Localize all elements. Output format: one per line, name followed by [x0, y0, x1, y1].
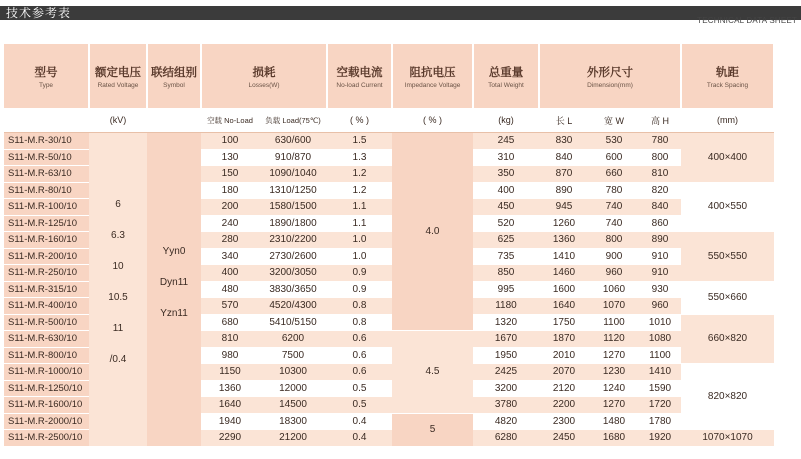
voltage-value: 6.3 [111, 230, 125, 242]
weight-cell: 3780 [473, 397, 539, 414]
width-cell: 1240 [589, 380, 639, 397]
noload-loss-cell: 280 [201, 232, 259, 249]
model-cell: S11-M.R-630/10 [4, 331, 89, 348]
col-track: 轨距 Track Spacing [681, 44, 774, 108]
col-losses: 损耗 Losses(W) [201, 44, 327, 108]
current-cell: 0.6 [327, 331, 392, 348]
current-cell: 1.0 [327, 248, 392, 265]
length-cell: 1360 [539, 232, 589, 249]
model-cell: S11-M.R-50/10 [4, 149, 89, 166]
impedance-cell: 4.0 [392, 133, 473, 331]
col-noload-current: 空载电流 No-load Current [327, 44, 392, 108]
load-loss-cell: 21200 [259, 430, 327, 447]
load-loss-cell: 1890/1800 [259, 215, 327, 232]
model-cell: S11-M.R-200/10 [4, 248, 89, 265]
track-cell: 550×550 [681, 232, 774, 282]
length-cell: 2070 [539, 364, 589, 381]
length-cell: 1750 [539, 314, 589, 331]
col-dimension: 外形尺寸 Dimension(mm) [539, 44, 681, 108]
load-loss-cell: 1310/1250 [259, 182, 327, 199]
current-cell: 0.5 [327, 380, 392, 397]
model-cell: S11-M.R-1000/10 [4, 364, 89, 381]
load-loss-cell: 18300 [259, 413, 327, 430]
length-cell: 1640 [539, 298, 589, 315]
width-cell: 1100 [589, 314, 639, 331]
model-cell: S11-M.R-1600/10 [4, 397, 89, 414]
unit-weight: (kg) [473, 108, 539, 133]
unit-height: 高 H [639, 108, 681, 133]
unit-current: ( % ) [327, 108, 392, 133]
model-cell: S11-M.R-250/10 [4, 265, 89, 282]
height-cell: 780 [639, 133, 681, 150]
length-cell: 2450 [539, 430, 589, 447]
col-type: 型号 Type [4, 44, 89, 108]
load-loss-cell: 910/870 [259, 149, 327, 166]
voltage-value: 10 [112, 261, 124, 273]
noload-loss-cell: 810 [201, 331, 259, 348]
unit-noload: 空载 No-Load [201, 108, 259, 133]
model-cell: S11-M.R-800/10 [4, 347, 89, 364]
noload-loss-cell: 570 [201, 298, 259, 315]
load-loss-cell: 6200 [259, 331, 327, 348]
weight-cell: 245 [473, 133, 539, 150]
unit-load: 负载 Load(75℃) [259, 108, 327, 133]
width-cell: 1070 [589, 298, 639, 315]
length-cell: 2120 [539, 380, 589, 397]
weight-cell: 2425 [473, 364, 539, 381]
model-cell: S11-M.R-125/10 [4, 215, 89, 232]
noload-loss-cell: 980 [201, 347, 259, 364]
height-cell: 960 [639, 298, 681, 315]
current-cell: 0.6 [327, 347, 392, 364]
model-cell: S11-M.R-2500/10 [4, 430, 89, 447]
voltage-value: /0.4 [109, 354, 127, 366]
height-cell: 1590 [639, 380, 681, 397]
unit-width: 宽 W [589, 108, 639, 133]
width-cell: 800 [589, 232, 639, 249]
height-cell: 1010 [639, 314, 681, 331]
width-cell: 1060 [589, 281, 639, 298]
length-cell: 870 [539, 166, 589, 183]
current-cell: 1.2 [327, 166, 392, 183]
current-cell: 0.9 [327, 281, 392, 298]
weight-cell: 625 [473, 232, 539, 249]
height-cell: 910 [639, 265, 681, 282]
weight-cell: 520 [473, 215, 539, 232]
width-cell: 1270 [589, 397, 639, 414]
current-cell: 0.6 [327, 364, 392, 381]
current-cell: 1.2 [327, 182, 392, 199]
weight-cell: 1320 [473, 314, 539, 331]
load-loss-cell: 10300 [259, 364, 327, 381]
unit-track: (mm) [681, 108, 774, 133]
length-cell: 1870 [539, 331, 589, 348]
noload-loss-cell: 1940 [201, 413, 259, 430]
symbol-value: Dyn11 [159, 276, 189, 288]
width-cell: 600 [589, 149, 639, 166]
noload-loss-cell: 200 [201, 199, 259, 216]
model-cell: S11-M.R-315/10 [4, 281, 89, 298]
symbol-value: Yyn0 [162, 245, 186, 257]
current-cell: 0.8 [327, 314, 392, 331]
weight-cell: 850 [473, 265, 539, 282]
model-cell: S11-M.R-80/10 [4, 182, 89, 199]
length-cell: 945 [539, 199, 589, 216]
current-cell: 1.0 [327, 232, 392, 249]
length-cell: 1460 [539, 265, 589, 282]
current-cell: 1.5 [327, 133, 392, 150]
weight-cell: 1670 [473, 331, 539, 348]
noload-loss-cell: 180 [201, 182, 259, 199]
noload-loss-cell: 150 [201, 166, 259, 183]
current-cell: 0.8 [327, 298, 392, 315]
current-cell: 0.4 [327, 413, 392, 430]
unit-voltage: (kV) [89, 108, 147, 133]
unit-length: 长 L [539, 108, 589, 133]
length-cell: 890 [539, 182, 589, 199]
width-cell: 780 [589, 182, 639, 199]
height-cell: 1080 [639, 331, 681, 348]
height-cell: 1410 [639, 364, 681, 381]
width-cell: 1230 [589, 364, 639, 381]
model-cell: S11-M.R-100/10 [4, 199, 89, 216]
load-loss-cell: 1580/1500 [259, 199, 327, 216]
col-voltage: 额定电压 Rated Voltage [89, 44, 147, 108]
load-loss-cell: 7500 [259, 347, 327, 364]
voltage-value: 6 [115, 199, 121, 211]
noload-loss-cell: 1360 [201, 380, 259, 397]
width-cell: 740 [589, 215, 639, 232]
width-cell: 1120 [589, 331, 639, 348]
impedance-cell: 5 [392, 413, 473, 446]
weight-cell: 310 [473, 149, 539, 166]
width-cell: 660 [589, 166, 639, 183]
current-cell: 0.9 [327, 265, 392, 282]
length-cell: 2010 [539, 347, 589, 364]
height-cell: 1920 [639, 430, 681, 447]
model-cell: S11-M.R-500/10 [4, 314, 89, 331]
width-cell: 1480 [589, 413, 639, 430]
width-cell: 960 [589, 265, 639, 282]
current-cell: 1.1 [327, 215, 392, 232]
height-cell: 890 [639, 232, 681, 249]
unit-impedance: ( % ) [392, 108, 473, 133]
height-cell: 840 [639, 199, 681, 216]
load-loss-cell: 3830/3650 [259, 281, 327, 298]
load-loss-cell: 5410/5150 [259, 314, 327, 331]
noload-loss-cell: 680 [201, 314, 259, 331]
height-cell: 800 [639, 149, 681, 166]
width-cell: 1680 [589, 430, 639, 447]
noload-loss-cell: 130 [201, 149, 259, 166]
length-cell: 830 [539, 133, 589, 150]
noload-loss-cell: 480 [201, 281, 259, 298]
noload-loss-cell: 1150 [201, 364, 259, 381]
model-cell: S11-M.R-400/10 [4, 298, 89, 315]
width-cell: 530 [589, 133, 639, 150]
title-bar [0, 0, 801, 34]
model-cell: S11-M.R-30/10 [4, 133, 89, 150]
col-impedance: 阻抗电压 Impedance Voltage [392, 44, 473, 108]
height-cell: 1100 [639, 347, 681, 364]
model-cell: S11-M.R-63/10 [4, 166, 89, 183]
width-cell: 900 [589, 248, 639, 265]
col-weight: 总重量 Total Weight [473, 44, 539, 108]
page-title: 技术参考表 [6, 6, 72, 20]
load-loss-cell: 12000 [259, 380, 327, 397]
width-cell: 740 [589, 199, 639, 216]
length-cell: 1260 [539, 215, 589, 232]
load-loss-cell: 2730/2600 [259, 248, 327, 265]
load-loss-cell: 14500 [259, 397, 327, 414]
units-row [4, 108, 774, 133]
track-cell: 1070×1070 [681, 430, 774, 447]
height-cell: 1720 [639, 397, 681, 414]
height-cell: 910 [639, 248, 681, 265]
width-cell: 1270 [589, 347, 639, 364]
weight-cell: 995 [473, 281, 539, 298]
load-loss-cell: 2310/2200 [259, 232, 327, 249]
length-cell: 2200 [539, 397, 589, 414]
weight-cell: 735 [473, 248, 539, 265]
load-loss-cell: 1090/1040 [259, 166, 327, 183]
table-row [4, 133, 774, 150]
noload-loss-cell: 400 [201, 265, 259, 282]
voltage-value: 11 [112, 323, 124, 335]
track-cell: 400×550 [681, 182, 774, 232]
height-cell: 1780 [639, 413, 681, 430]
height-cell: 860 [639, 215, 681, 232]
load-loss-cell: 630/600 [259, 133, 327, 150]
track-cell: 400×400 [681, 133, 774, 183]
weight-cell: 1180 [473, 298, 539, 315]
length-cell: 1410 [539, 248, 589, 265]
voltage-cell [89, 133, 147, 447]
current-cell: 1.3 [327, 149, 392, 166]
noload-loss-cell: 340 [201, 248, 259, 265]
weight-cell: 350 [473, 166, 539, 183]
load-loss-cell: 3200/3050 [259, 265, 327, 282]
impedance-cell: 4.5 [392, 331, 473, 414]
length-cell: 1600 [539, 281, 589, 298]
height-cell: 810 [639, 166, 681, 183]
symbol-value: Yzn11 [160, 307, 188, 319]
noload-loss-cell: 1640 [201, 397, 259, 414]
weight-cell: 6280 [473, 430, 539, 447]
current-cell: 0.5 [327, 397, 392, 414]
header-row [4, 44, 774, 108]
height-cell: 820 [639, 182, 681, 199]
page-subtitle: TECHNICAL DATA SHEET [697, 16, 797, 25]
col-symbol: 联结组别 Symbol [147, 44, 201, 108]
weight-cell: 4820 [473, 413, 539, 430]
load-loss-cell: 4520/4300 [259, 298, 327, 315]
weight-cell: 1950 [473, 347, 539, 364]
technical-data-table [4, 44, 775, 447]
current-cell: 0.4 [327, 430, 392, 447]
noload-loss-cell: 240 [201, 215, 259, 232]
track-cell: 550×660 [681, 281, 774, 314]
weight-cell: 400 [473, 182, 539, 199]
noload-loss-cell: 2290 [201, 430, 259, 447]
length-cell: 2300 [539, 413, 589, 430]
model-cell: S11-M.R-160/10 [4, 232, 89, 249]
weight-cell: 3200 [473, 380, 539, 397]
height-cell: 930 [639, 281, 681, 298]
track-cell: 660×820 [681, 314, 774, 364]
model-cell: S11-M.R-2000/10 [4, 413, 89, 430]
symbol-cell [147, 133, 201, 447]
noload-loss-cell: 100 [201, 133, 259, 150]
weight-cell: 450 [473, 199, 539, 216]
voltage-value: 10.5 [108, 292, 128, 304]
current-cell: 1.1 [327, 199, 392, 216]
length-cell: 840 [539, 149, 589, 166]
model-cell: S11-M.R-1250/10 [4, 380, 89, 397]
track-cell: 820×820 [681, 364, 774, 430]
